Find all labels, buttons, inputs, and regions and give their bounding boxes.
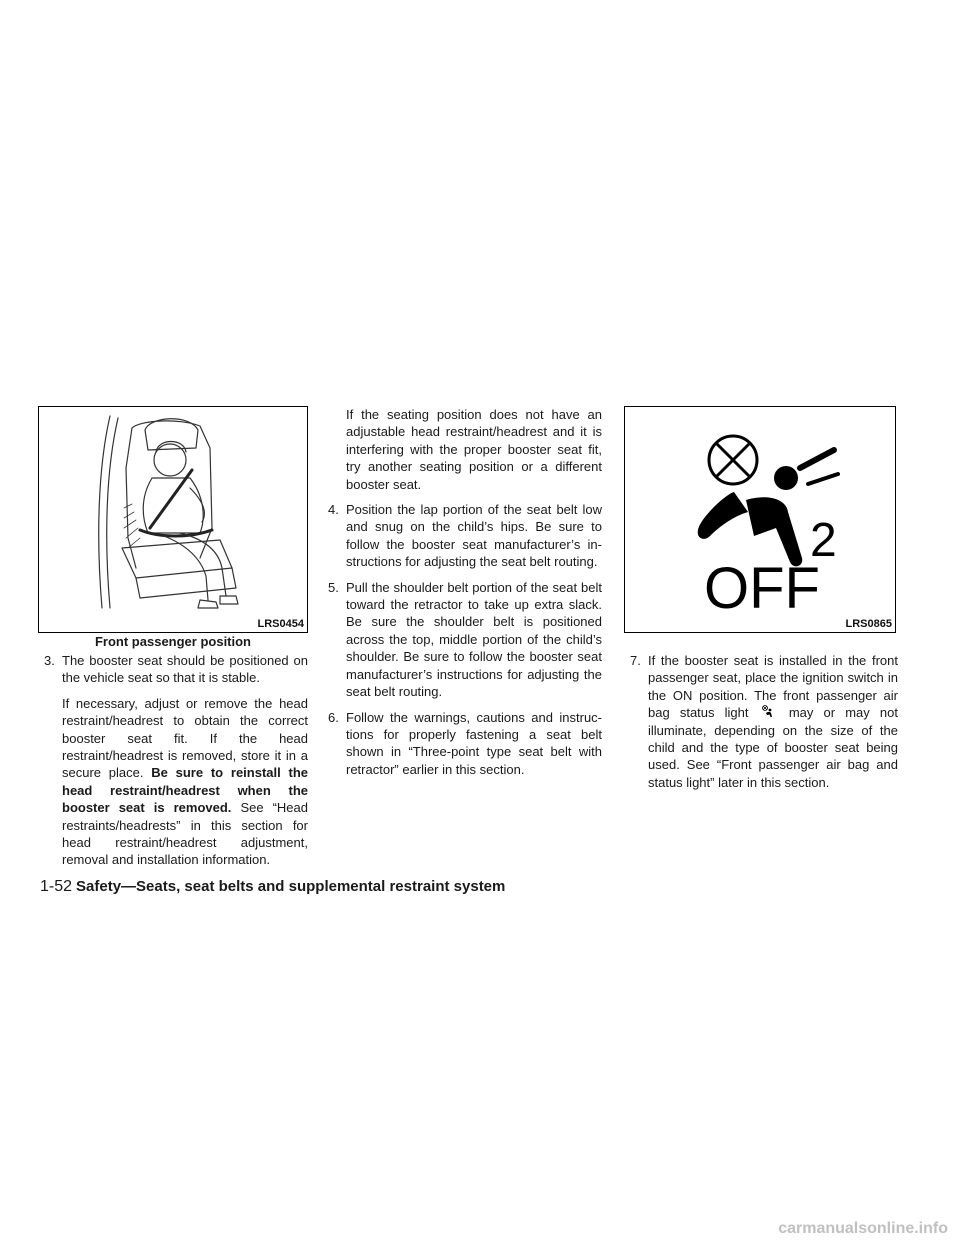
figure-code-lrs0865: LRS0865 bbox=[845, 618, 892, 630]
figure-code-lrs0454: LRS0454 bbox=[257, 618, 304, 630]
column-3 bbox=[630, 652, 898, 791]
list-item-3-sub: If necessary, adjust or remove the head restraint/headrest to obtain the correct booster seat fit. If the head restraint/headrest is removed, store it in a secure place. Be sure to reinstall the head restraint/headrest when the booster seat is removed. See “Head restraints/headrests” in this section for head restraint/headrest adjustment, removal and installation information. bbox=[62, 695, 308, 868]
page-footer bbox=[40, 878, 505, 896]
list-item-4: 4. Position the lap portion of the seat belt low and snug on the child’s hips. Be sure to follow the booster seat manufacturer’s in- structions for adjusting the seat belt routing. bbox=[328, 502, 602, 570]
list-item-3: 3. The booster seat should be positioned on the vehicle seat so that it is stable. bbox=[44, 653, 308, 686]
list-item-5: 5. Pull the shoulder belt portion of the seat belt toward the retractor to take up extra slack. Be sure the shoulder belt is positioned across the top, middle portion of the child’s shoulder. Be sure to follow the booster seat manufacturer’s instructions for adjusting the seat belt routing. bbox=[328, 579, 602, 700]
figure-caption: Front passenger position bbox=[94, 634, 251, 649]
column-2 bbox=[328, 406, 602, 778]
column-1 bbox=[44, 652, 308, 869]
off-label: OFF bbox=[704, 556, 820, 618]
watermark: carmanualsonline.info bbox=[778, 1220, 948, 1237]
airbag-status-light-icon bbox=[761, 705, 775, 719]
figure-airbag-status-light bbox=[624, 406, 896, 633]
page-number: 1-52 bbox=[40, 878, 73, 895]
booster-seat-illustration bbox=[40, 408, 306, 618]
section-title: Safety—Seats, seat belts and supplemental restraint system bbox=[76, 878, 506, 895]
seat-number: 2 bbox=[810, 514, 837, 567]
list-item-6: 6. Follow the warnings, cautions and instruc- tions for properly fastening a seat belt shown in “Three-point type seat belt with retractor” earlier in this section. bbox=[328, 709, 602, 777]
list-item-3-continued: If the seating position does not have an adjustable head restraint/headrest and it is interfering with the proper booster seat fit, try another seating position or a different booster seat. bbox=[346, 407, 602, 492]
list-item-7: 7. If the booster seat is installed in the front passenger seat, place the ignition switch in the ON position. The front passenger air bag status light may or may not illuminate, depending on the size of the child and the type of booster seat being used. See “Front passenger air bag and status light” later in this section. bbox=[630, 653, 898, 790]
figure-booster-seat bbox=[38, 406, 308, 633]
warning-text: Be sure to reinstall the head restraint/headrest when the booster seat is removed. bbox=[62, 765, 308, 816]
passenger-airbag-off-icon bbox=[626, 408, 894, 618]
